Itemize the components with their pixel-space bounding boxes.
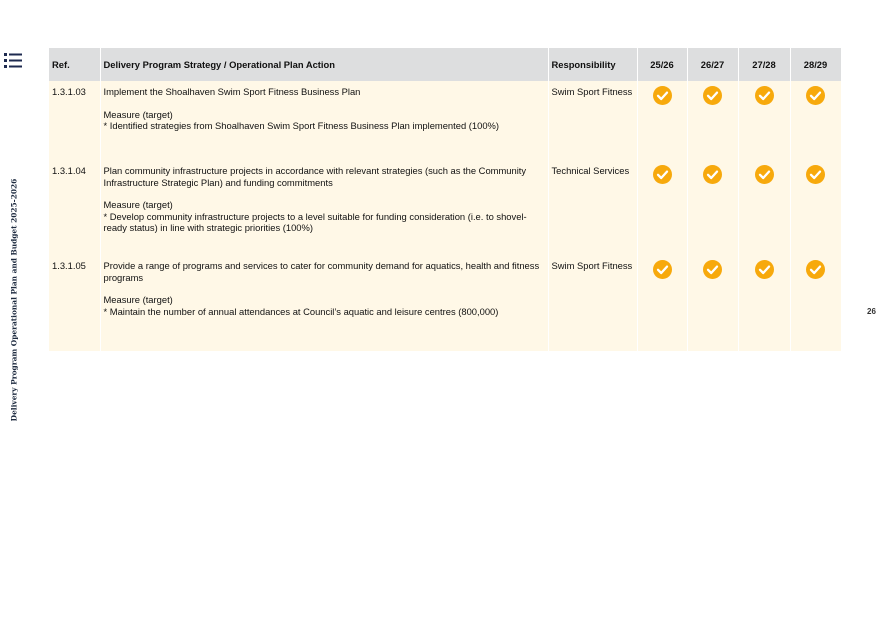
table-header-row — [49, 48, 841, 81]
row-measure-label: Measure (target) — [103, 199, 173, 210]
check-icon — [755, 260, 774, 279]
page-number: 26 — [867, 307, 876, 316]
check-icon — [806, 260, 825, 279]
row-ref: 1.3.1.04 — [49, 160, 100, 255]
check-icon — [755, 165, 774, 184]
check-icon — [653, 86, 672, 105]
row-responsibility: Technical Services — [548, 160, 637, 255]
row-responsibility: Swim Sport Fitness — [548, 81, 637, 160]
table-row — [49, 160, 841, 255]
table-row — [49, 255, 841, 351]
row-check-cell — [790, 81, 841, 160]
header-year-4: 28/29 — [790, 48, 841, 81]
header-action: Delivery Program Strategy / Operational Plan Action — [100, 48, 548, 81]
check-icon — [653, 260, 672, 279]
row-check-cell — [637, 160, 687, 255]
operational-plan-table — [49, 48, 842, 351]
document-title: Delivery Program Operational Plan and Budget 2025-2026 — [9, 178, 19, 422]
row-check-cell — [738, 81, 790, 160]
row-check-cell — [738, 160, 790, 255]
row-measure: * Maintain the number of annual attendances at Council’s aquatic and leisure centres (800,000) — [103, 305, 499, 317]
check-icon — [703, 260, 722, 279]
row-measure-label: Measure (target) — [103, 108, 173, 120]
row-action-cell — [100, 255, 548, 351]
row-action: Plan community infrastructure projects in accordance with relevant strategies (such as the Community Infrastructure Strategic Plan) and funding commitments — [103, 165, 527, 188]
header-ref: Ref. — [49, 48, 100, 81]
menu-list-icon[interactable] — [4, 53, 22, 68]
row-measure-label: Measure (target) — [103, 294, 173, 305]
row-check-cell — [687, 255, 738, 351]
check-icon — [703, 86, 722, 105]
row-ref: 1.3.1.03 — [49, 81, 100, 160]
row-action: Provide a range of programs and services to cater for community demand for aquatics, health and fitness programs — [103, 260, 540, 283]
row-check-cell — [738, 255, 790, 351]
row-responsibility: Swim Sport Fitness — [548, 255, 637, 351]
row-action-cell — [100, 81, 548, 160]
row-action: Implement the Shoalhaven Swim Sport Fitness Business Plan — [103, 86, 361, 97]
header-year-2: 26/27 — [687, 48, 738, 81]
header-year-1: 25/26 — [637, 48, 687, 81]
row-check-cell — [790, 255, 841, 351]
row-check-cell — [687, 81, 738, 160]
check-icon — [703, 165, 722, 184]
row-measure: * Identified strategies from Shoalhaven Swim Sport Fitness Business Plan implemented (100%) — [103, 120, 500, 131]
header-responsibility: Responsibility — [548, 48, 637, 81]
header-year-3: 27/28 — [738, 48, 790, 81]
row-check-cell — [637, 255, 687, 351]
check-icon — [806, 165, 825, 184]
row-check-cell — [790, 160, 841, 255]
table-row — [49, 81, 841, 160]
check-icon — [806, 86, 825, 105]
check-icon — [653, 165, 672, 184]
row-measure: * Develop community infrastructure projects to a level suitable for funding consideration (i.e. to shovel-ready status) in line with strategic priorities (100%) — [103, 210, 527, 233]
check-icon — [755, 86, 774, 105]
row-check-cell — [687, 160, 738, 255]
row-check-cell — [637, 81, 687, 160]
row-ref: 1.3.1.05 — [49, 255, 100, 351]
row-action-cell — [100, 160, 548, 255]
